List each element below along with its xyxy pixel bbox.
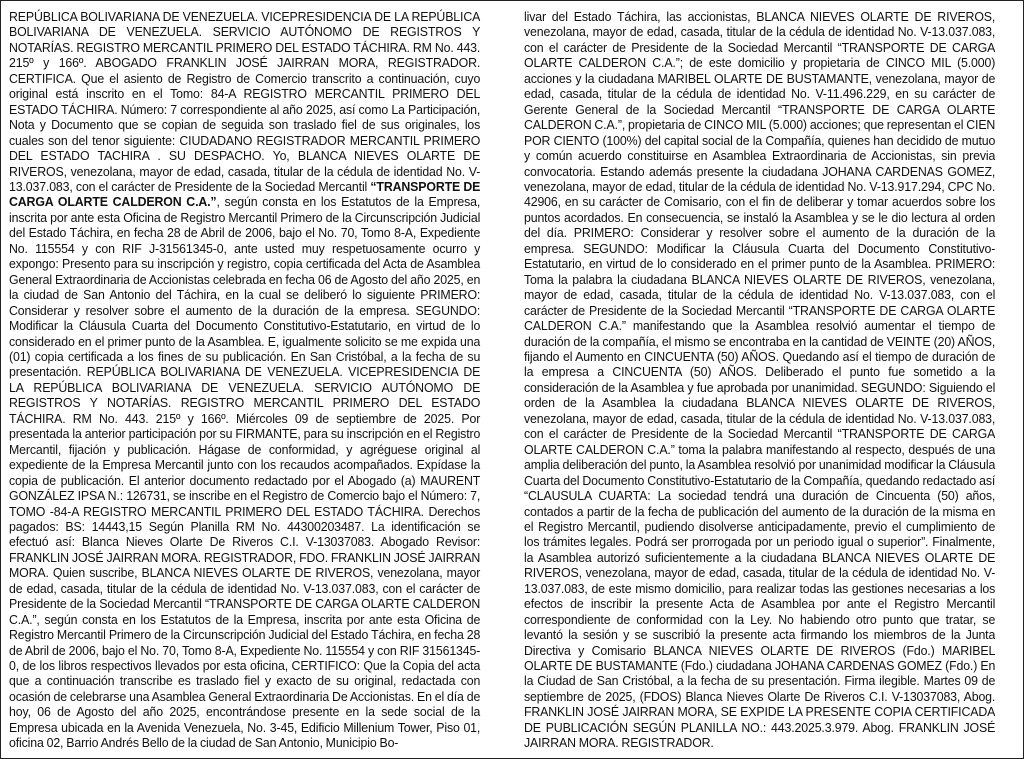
notice-text-intro: REPÚBLICA BOLIVARIANA DE VENEZUELA. VICEPRESIDENCIA DE LA REPÚBLICA BOLIVARIANA DE VENEZUELA. SERVICIO AUTÓNOMO DE REGISTROS Y NOTARÍAS. REGISTRO MERCANTIL PRIMERO DEL ESTADO TÁCHIRA. RM No. 443. 215º y 166º. ABOGADO FRANKLIN JOSÉ JAIRRAN MORA, REGISTRADOR. CERTIFICA. Que el asiento de Registro de Comercio transcrito a continuación, cuyo original está inscrito en el Tomo: 84-A REGISTRO MERCANTIL PRIMERO DEL ESTADO TÁCHIRA. Número: 7 correspondiente al año 2025, así como La Participación, Nota y Documento que se copian de seguida son traslado fiel de sus originales, los cuales son del tenor siguiente: CIUDADANO REGISTRADOR MERCANTIL PRIMERO DEL ESTADO TACHIRA . SU DESPACHO. Yo, BLANCA NIEVES OLARTE DE RIVEROS, venezolana, mayor de edad, casada, titular de la cédula de identidad No. V-13.037.083, con el carácter de Presidente de la Sociedad Mercantil	[9, 9, 481, 194]
notice-text-body: , según consta en los Estatutos de la Empresa, inscrita por ante esta Oficina de Registro Mercantil Primero de la Circunscripción Judicial del Estado Táchira, en fecha 28 de Abril de 2006, bajo el No. 70, Tomo 8-A, Expediente No. 115554 y con RIF J-31561345-0, ante usted muy respetuosamente ocurro y expongo: Presento para su inscripción y registro, copia certificada del Acta de Asamblea General Extraordinaria de Accionistas celebrada en fecha 06 de Agosto del año 2025, en la ciudad de San Antonio del Táchira, en la cual se deliberó lo siguiente PRIMERO: Considerar y resolver sobre el aumento de la duración de la empresa. SEGUNDO: Modificar la Cláusula Cuarta del Documento Constitutivo-Estatutario, en virtud de lo considerado en el primer punto de la Asamblea. E, igualmente solicito se me expida una (01) copia certificada a los fines de su publicación. En San Cristóbal, a la fecha de su presentación. REPÚBLICA BOLIVARIANA DE VENEZUELA. VICEPRESIDENCIA DE LA REPÚBLICA BOLIVARIANA DE VENEZUELA. SERVICIO AUTÓNOMO DE REGISTROS Y NOTARÍAS. REGISTRO MERCANTIL PRIMERO DEL ESTADO TÁCHIRA. RM No. 443. 215º y 166º. Miércoles 09 de septiembre de 2025. Por presentada la anterior participación por su FIRMANTE, para su inscripción en el Registro Mercantil, fijación y publicación. Hágase de conformidad, y agréguese original al expediente de la Empresa Mercantil junto con los recaudos acompañados. Expídase la copia de publicación. El anterior documento redactado por el Abogado (a) MAURENT GONZÁLEZ IPSA N.: 126731, se inscribe en el Registro de Comercio bajo el Número: 7, TOMO -84-A REGISTRO MERCANTIL PRIMERO DEL ESTADO TÁCHIRA. Derechos pagados: BS: 14443,15 Según Planilla RM No. 44300203487. La identificación se efectuó así: Blanca Nieves Olarte De Riveros C.I. V-13037083. Abogado Revisor: FRANKLIN JOSÉ JAIRRAN MORA. REGISTRADOR, FDO. FRANKLIN JOSÉ JAIRRAN MORA. Quien suscribe, BLANCA NIEVES OLARTE DE RIVEROS, venezolana, mayor de edad, casada, titular de la cédula de identidad No. V-13.037.083, con el carácter de Presidente de la Sociedad Mercantil “TRANSPORTE DE CARGA OLARTE CALDERON C.A.”, según consta en los Estatutos de la Empresa, inscrita por ante esta Oficina de Registro Mercantil Primero de la Circunscripción Judicial del Estado Táchira, en fecha 28 de Abril de 2006, bajo el No. 70, Tomo 8-A, Expediente No. 115554 y con RIF 31561345-0, de los libros respectivos llevados por esta oficina, CERTIFICO: Que la Copia del acta que a continuación transcribe es traslado fiel y exacto de su original, redactada con ocasión de celebrarse una Asamblea General Extraordinaria De Accionistas. En el día de hoy, 06 de Agosto del año 2025, encontrándose presente en la sede social de la Empresa ubicada en la Avenida Venezuela, No. 3-45, Edificio Millenium Tower, Piso 01, oficina 02, Barrio Andrés Bello de la ciudad de San Antonio, Municipio Bo-	[9, 194, 481, 751]
notice-paragraph-right: livar del Estado Táchira, las accionistas, BLANCA NIEVES OLARTE DE RIVEROS, venezolana, mayor de edad, casada, titular de la cédula de identidad No. V-13.037.083, con el carácter de Presidente de la Sociedad Mercantil “TRANSPORTE DE CARGA OLARTE CALDERON C.A.”; de este domicilio y propietaria de CINCO MIL (5.000) acciones y la ciudadana MARIBEL OLARTE DE BUSTAMANTE, venezolana, mayor de edad, casada, titular de la cédula de identidad No. V-11.496.229, en su carácter de Gerente General de la Sociedad Mercantil “TRANSPORTE DE CARGA OLARTE CALDERON C.A.”, propietaria de CINCO MIL (5.000) acciones; que representan el CIEN POR CIENTO (100%) del capital social de la Compañía, quienes han decidido de mutuo y común acuerdo constituirse en Asamblea Extraordinaria de Accionistas, sin previa convocatoria. Estando además presente la ciudadana JOHANA CARDENAS GOMEZ, venezolana, mayor de edad, titular de la cédula de identidad No. V-13.917.294, CPC No. 42906, en su carácter de Comisario, con el fin de deliberar y tomar acuerdos sobre los puntos acordados. En consecuencia, se instaló la Asamblea y se le dio lectura al orden del día. PRIMERO: Considerar y resolver sobre el aumento de la duración de la empresa. SEGUNDO: Modificar la Cláusula Cuarta del Documento Constitutivo-Estatutario, en virtud de lo considerado en el primer punto de la Asamblea. PRIMERO: Toma la palabra la ciudadana BLANCA NIEVES OLARTE DE RIVEROS, venezolana, mayor de edad, casada, titular de la cédula de identidad No. V-13.037.083, con el carácter de Presidente de la Sociedad Mercantil “TRANSPORTE DE CARGA OLARTE CALDERON C.A.” manifestando que la Asamblea resolvió aumentar el tiempo de duración de la compañía, el mismo se encontraba en la cantidad de VEINTE (20) AÑOS, fijando el Aumento en CINCUENTA (50) AÑOS. Quedando así el tiempo de duración de la empresa a CINCUENTA (50) AÑOS. Deliberado el punto fue sometido a la consideración de la Asamblea y fue aprobada por unanimidad. SEGUNDO: Siguiendo el orden de la Asamblea la ciudadana BLANCA NIEVES OLARTE DE RIVEROS, venezolana, mayor de edad, casada, titular de la cédula de identidad No. V-13.037.083, con el carácter de Presidente de la Sociedad Mercantil “TRANSPORTE DE CARGA OLARTE CALDERON C.A.” toma la palabra manifestando al respecto, después de una amplia deliberación del punto, la Asamblea resolvió por unanimidad modificar la Cláusula Cuarta del Documento Constitutivo-Estatutario de la Compañía, quedando redactado así “CLAUSULA CUARTA: La sociedad tendrá una duración de Cincuenta (50) años, contados a partir de la fecha de publicación del aumento de la duración de la misma en el Registro Mercantil, pudiendo disolverse anticipadamente, previo el cumplimiento de los trámites legales. Podrá ser prorrogada por un periodo igual o superior”. Finalmente, la Asamblea autorizó suficientemente a la ciudadana BLANCA NIEVES OLARTE DE RIVEROS, venezolana, mayor de edad, casada, titular de la cédula de identidad No. V-13.037.083, de este mismo domicilio, para realizar todas las gestiones necesarias a los efectos de inscribir la presente Acta de Asamblea por ante el Registro Mercantil correspondiente de conformidad con la Ley. No habiendo otro punto que tratar, se levantó la sesión y se suscribió la presente acta firmando los miembros de la Junta Directiva y Comisario BLANCA NIEVES OLARTE DE RIVEROS (Fdo.) MARIBEL OLARTE DE BUSTAMANTE (Fdo.) ciudadana JOHANA CARDENAS GOMEZ (Fdo.) En la Ciudad de San Cristóbal, a la fecha de su presentación. Firma ilegible. Martes 09 de septiembre de 2025, (FDOS) Blanca Nieves Olarte De Riveros C.I. V-13037083, Abog. FRANKLIN JOSÉ JAIRRAN MORA, SE EXPIDE LA PRESENTE COPIA CERTIFICADA DE PUBLICACIÓN SEGÚN PLANILLA NO.: 443.2025.3.979. Abog. FRANKLIN JOSÉ JAIRRAN MORA. REGISTRADOR.	[524, 9, 996, 751]
notice-paragraph-left	[9, 9, 480, 751]
notice-column-left	[9, 9, 480, 753]
company-name-bold: “TRANSPORTE DE CARGA OLARTE CALDERON C.A.”	[9, 178, 481, 210]
notice-column-right	[524, 9, 995, 753]
